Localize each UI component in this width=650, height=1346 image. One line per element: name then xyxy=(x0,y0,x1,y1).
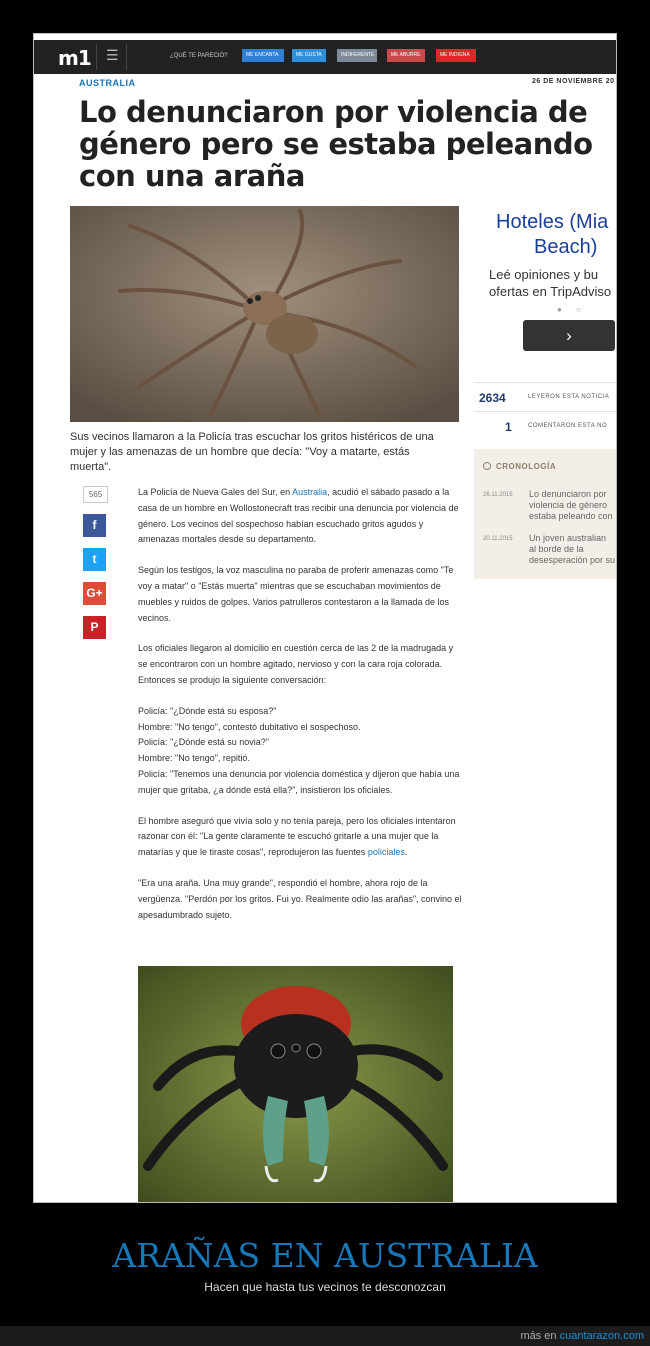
site-link[interactable]: cuantarazon.com xyxy=(559,1330,644,1342)
ad-title[interactable] xyxy=(496,210,608,260)
vote-me-aburre-button[interactable]: ME ABURRE xyxy=(387,49,425,62)
ad-text-line: Leé opiniones y bu xyxy=(489,267,599,282)
article-title: Lo denunciaron por violencia de género pero se estaba peleando con una araña xyxy=(79,95,593,193)
screenshot-frame xyxy=(33,33,617,1203)
ad-title-line[interactable]: Hoteles (Mia xyxy=(496,211,609,233)
vote-me-encanta-button[interactable]: ME ENCANTA xyxy=(242,49,284,62)
footer-credit xyxy=(520,1330,644,1342)
headline-line[interactable]: estaba peleando con xyxy=(529,511,613,521)
paragraph xyxy=(138,814,462,861)
divider xyxy=(126,44,127,70)
footer-bar xyxy=(0,1326,650,1346)
paragraph: "Era una araña. Una muy grande", respondió el hombre, ahora rojo de la vergüenza. "Perdón por los gritos. Fui yo. Realmente odio las arañas", convino el apesadumbrado sujeto. xyxy=(138,877,462,920)
chronology-title: CRONOLOGÍA xyxy=(496,462,557,471)
article-category-link[interactable]: AUSTRALIA xyxy=(79,78,136,88)
meme-title: ARAÑAS EN AUSTRALIA xyxy=(112,1236,538,1275)
share-count: 565 xyxy=(83,486,108,503)
dialog xyxy=(138,704,462,799)
dialog-line: Policía: "¿Dónde está su novia?" xyxy=(138,737,269,748)
jumping-spider-illustration xyxy=(138,966,453,1202)
text: . xyxy=(404,847,408,858)
chronology-heading xyxy=(483,462,556,471)
stat-comments[interactable] xyxy=(474,411,617,440)
chronology-headline[interactable] xyxy=(529,533,615,566)
headline-line[interactable]: desesperación por su xyxy=(529,555,616,565)
top-navigation-bar xyxy=(34,40,616,74)
chronology-date: 26.11.2015 xyxy=(483,492,513,498)
article-date: 26 DE NOVIEMBRE 20 xyxy=(532,78,615,85)
text: , acudió el sábado pasado a la casa de un hombre en Wollostonecraft tras recibir una denuncia por violencia de género. Los vecinos del sospechoso habían escuchado gritos agudos y amenazas mortales desde su departamento. xyxy=(138,487,459,545)
headline-line[interactable]: violencia de género xyxy=(529,500,608,510)
stat-label: COMENTARON ESTA NO xyxy=(528,423,608,429)
pinterest-share-button[interactable]: P xyxy=(83,616,106,639)
wolf-spider-illustration xyxy=(70,206,459,422)
carousel-dots[interactable]: ● ○ xyxy=(557,305,587,314)
policiales-link[interactable]: policiales xyxy=(367,847,405,858)
vote-question: ¿QUÉ TE PARECIÓ? xyxy=(170,53,228,59)
stat-value: 1 xyxy=(505,420,512,434)
headline-line[interactable]: al borde de la xyxy=(529,544,584,554)
meme-subtitle: Hacen que hasta tus vecinos te desconozcan xyxy=(204,1280,446,1294)
footer-prefix: más en xyxy=(520,1330,560,1342)
vote-me-indigna-button[interactable]: ME INDIGNA xyxy=(436,49,476,62)
jumping-spider-photo xyxy=(138,966,453,1202)
dialog-line: Policía: "Tenemos una denuncia por violencia doméstica y dijeron que había una mujer que gritaba, ¿a dónde está ella?", insistieron los oficiales. xyxy=(138,768,460,795)
image-caption: Sus vecinos llamaron a la Policía tras escuchar los gritos histéricos de una mujer y las amenazas de un hombre que decía: "Voy a matarte, estás muerta". xyxy=(70,431,434,473)
text: El hombre aseguró que vivía solo y no tenía pareja, pero los oficiales intentaron razonar con él: "La gente claramente te escuchó gritarle a una mujer que la matarías y que le tiraste cosas", reprodujeron las fuentes xyxy=(138,815,456,858)
headline-line[interactable]: Un joven australian xyxy=(529,533,607,543)
article-body xyxy=(138,485,462,938)
paragraph xyxy=(138,485,462,548)
ad-title-line[interactable]: Beach) xyxy=(534,236,598,258)
chronology-panel xyxy=(474,449,617,579)
clock-icon xyxy=(483,462,491,470)
stat-readers xyxy=(474,382,617,411)
dialog-line: Hombre: "No tengo", repitió. xyxy=(138,753,250,764)
twitter-share-button[interactable]: t xyxy=(83,548,106,571)
australia-link[interactable]: Australia xyxy=(292,487,328,497)
vote-me-gusta-button[interactable]: ME GUSTA xyxy=(292,49,326,62)
stat-label: LEYERON ESTA NOTICIA xyxy=(528,394,610,400)
paragraph: Según los testigos, la voz masculina no paraba de proferir amenazas como "Te voy a matar" o "Estás muerta" mientras que se escuchaban movimientos de muebles y ruidos de golpes. Varios patrulleros contestaron a la llamada de los vecinos. xyxy=(138,565,454,623)
ad-text-line: ofertas en TripAdviso xyxy=(489,284,612,299)
ad-next-button[interactable]: › xyxy=(523,320,615,351)
text: La Policía de Nueva Gales del Sur, en xyxy=(138,487,293,497)
headline-line[interactable]: Lo denunciaron por xyxy=(529,489,607,499)
dialog-line: Policía: "¿Dónde está su esposa?" xyxy=(138,705,277,716)
dialog-line: Hombre: "No tengo", contestó dubitativo el sospechoso. xyxy=(138,721,361,732)
vote-indiferente-button[interactable]: INDIFERENTE xyxy=(337,49,377,62)
divider xyxy=(96,44,97,70)
hamburger-menu-icon[interactable]: ☰ xyxy=(106,47,119,63)
chronology-headline[interactable] xyxy=(529,489,613,522)
site-logo[interactable]: m1 xyxy=(58,46,91,70)
paragraph: Los oficiales llegaron al domicilio en cuestión cerca de las 2 de la madrugada y se encontraron con un hombre agitado, nervioso y con la cara roja colorada. Entonces se produjo la siguiente conversación: xyxy=(138,643,454,685)
chronology-date: 20.11.2015 xyxy=(483,536,513,542)
ad-description xyxy=(489,266,611,300)
google-plus-share-button[interactable]: G+ xyxy=(83,582,106,605)
share-buttons xyxy=(83,486,108,639)
wolf-spider-photo xyxy=(70,206,459,422)
facebook-share-button[interactable]: f xyxy=(83,514,106,537)
stat-value: 2634 xyxy=(479,391,506,405)
